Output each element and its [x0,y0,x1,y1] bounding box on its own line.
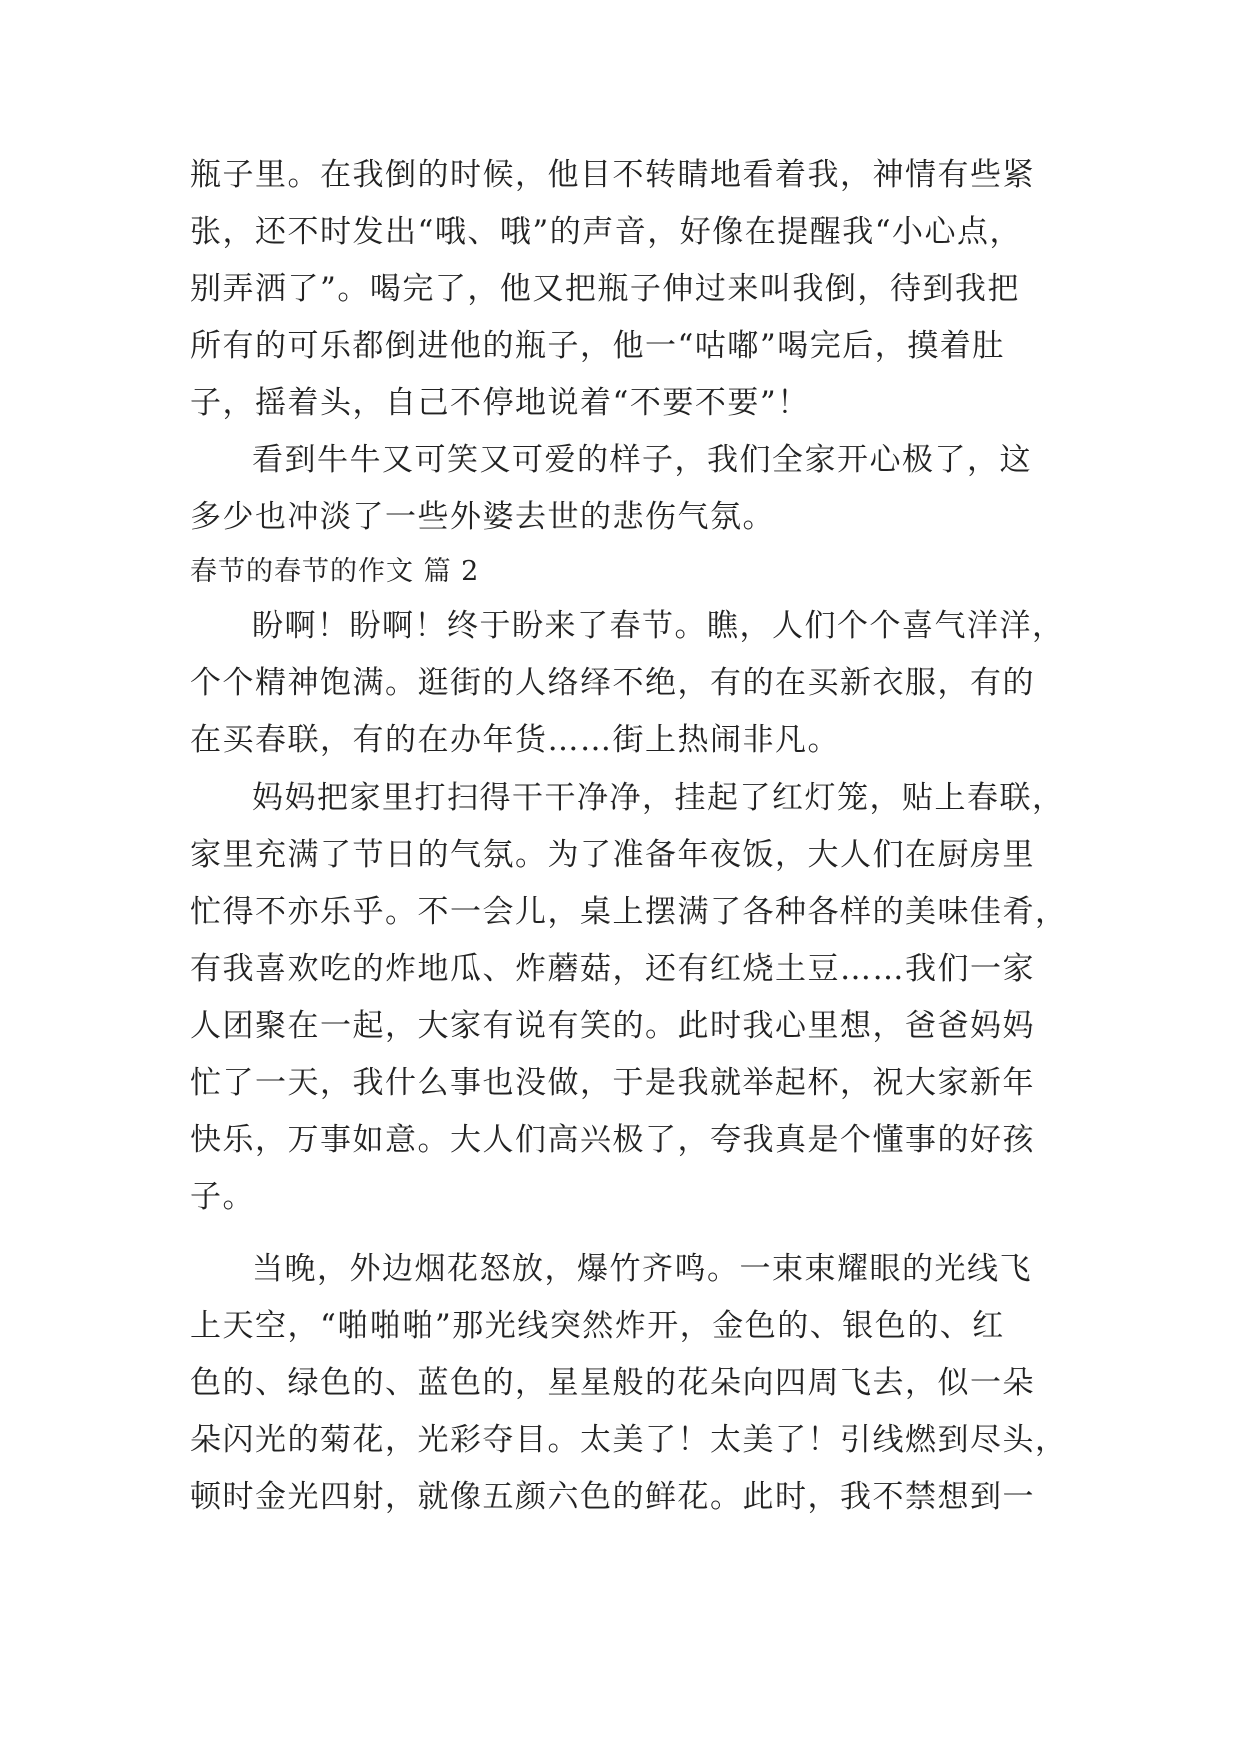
text-line: 色的、绿色的、蓝色的，星星般的花朵向四周飞去，似一朵 [190,1365,1035,1401]
section-heading: 春节的春节的作文 篇 2 [190,556,480,587]
text-line: 上天空，“啪啪啪”那光线突然炸开，金色的、银色的、红 [190,1308,1005,1344]
text-line: 子。 [190,1179,255,1215]
text-line: 人团聚在一起，大家有说有笑的。此时我心里想，爸爸妈妈 [190,1008,1035,1044]
text-line: 瓶子里。在我倒的时候，他目不转睛地看着我，神情有些紧 [190,157,1035,193]
text-line: 忙得不亦乐乎。不一会儿，桌上摆满了各种各样的美味佳肴， [190,894,1068,930]
text-line: 子，摇着头，自己不停地说着“不要不要”！ [190,385,810,421]
text-line: 别弄洒了”。喝完了，他又把瓶子伸过来叫我倒，待到我把 [190,271,1020,307]
text-line: 忙了一天，我什么事也没做，于是我就举起杯，祝大家新年 [190,1065,1035,1101]
text-line: 顿时金光四射，就像五颜六色的鲜花。此时，我不禁想到一 [190,1479,1035,1515]
text-line: 在买春联，有的在办年货……街上热闹非凡。 [190,722,840,758]
text-line: 所有的可乐都倒进他的瓶子，他一“咕嘟”喝完后，摸着肚 [190,328,1005,364]
text-line: 看到牛牛又可笑又可爱的样子，我们全家开心极了，这 [252,442,1032,478]
text-line: 有我喜欢吃的炸地瓜、炸蘑菇，还有红烧土豆……我们一家 [190,951,1035,987]
text-line: 张，还不时发出“哦、哦”的声音，好像在提醒我“小心点， [190,214,1023,250]
text-line: 多少也冲淡了一些外婆去世的悲伤气氛。 [190,499,775,535]
text-line: 个个精神饱满。逛街的人络绎不绝，有的在买新衣服，有的 [190,665,1035,701]
text-line: 妈妈把家里打扫得干干净净，挂起了红灯笼，贴上春联， [252,780,1065,816]
text-line: 快乐，万事如意。大人们高兴极了，夸我真是个懂事的好孩 [190,1122,1035,1158]
text-line: 家里充满了节日的气氛。为了准备年夜饭，大人们在厨房里 [190,837,1035,873]
text-line: 盼啊！盼啊！终于盼来了春节。瞧，人们个个喜气洋洋， [252,608,1065,644]
text-line: 当晚，外边烟花怒放，爆竹齐鸣。一束束耀眼的光线飞 [252,1251,1032,1287]
text-line: 朵闪光的菊花，光彩夺目。太美了！太美了！引线燃到尽头， [190,1422,1068,1458]
